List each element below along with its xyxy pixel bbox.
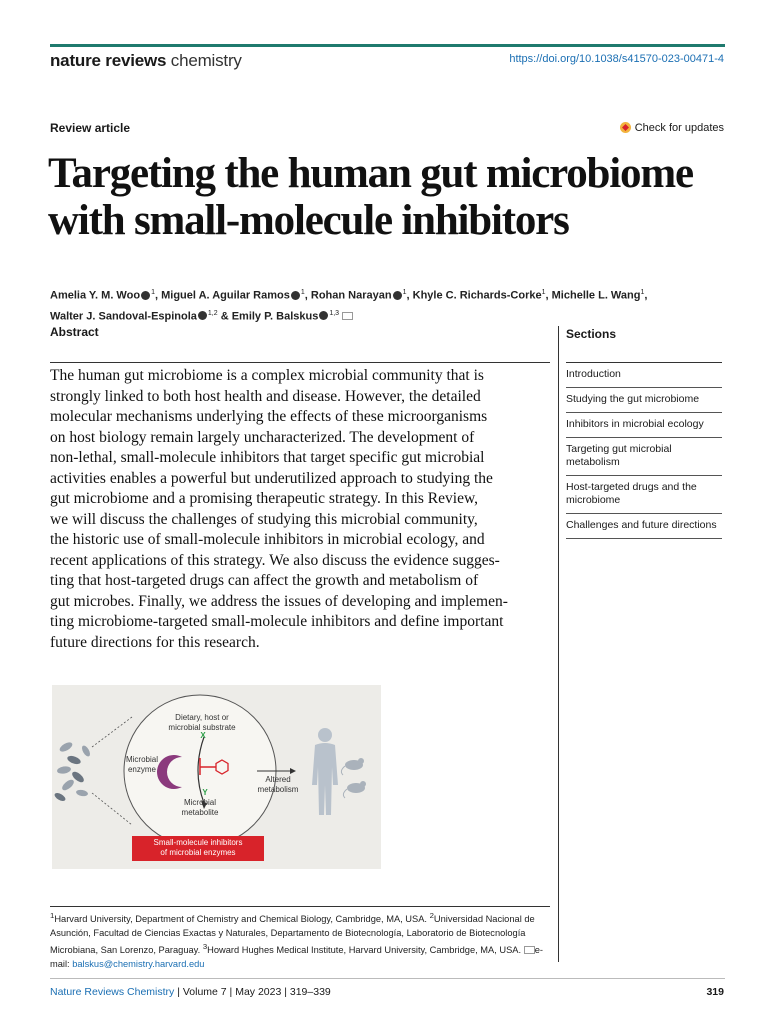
section-link-studying[interactable]: Studying the gut microbiome bbox=[566, 388, 722, 413]
orcid-icon[interactable] bbox=[319, 311, 328, 320]
section-link-inhibitors[interactable]: Inhibitors in microbial ecology bbox=[566, 413, 722, 438]
mail-icon bbox=[524, 946, 535, 954]
abstract-line: activities enables a powerful but underutilized approach to studying the bbox=[50, 469, 493, 487]
abstract-line: ting microbiome-targeted small-molecule inhibitors and define important bbox=[50, 613, 504, 630]
graphical-abstract bbox=[52, 685, 381, 869]
affiliation-marker: 1 bbox=[300, 289, 305, 296]
orcid-icon[interactable] bbox=[141, 291, 150, 300]
abstract-line: the historic use of small-molecule inhibitors in microbial ecology, and bbox=[50, 531, 485, 548]
email-label: e-mail: bbox=[50, 945, 543, 969]
article-title: Targeting the human gut microbiome with small-molecule inhibitors bbox=[48, 150, 693, 244]
author-name[interactable]: Khyle C. Richards-Corke bbox=[412, 289, 542, 302]
inhibitor-label: Small-molecule inhibitors of microbial enzymes bbox=[132, 836, 264, 861]
author-name[interactable]: Emily P. Balskus bbox=[231, 310, 319, 323]
sections-nav bbox=[566, 363, 722, 539]
footnote-rule bbox=[50, 906, 550, 907]
affiliations-footnote: $^1$Harvard University, Department of Chemistry and Chemical Biology, Cambridge, MA, USA. $^2$Universidad Nacional de Asunción, Facultad de Ciencias Exactas y Naturales, Departamento de Biotecnología, Laboratorio de Biotecnología Microbiana, San Lorenzo, Paraguay. $^3$Howard Hughes Medical Institute, Harvard University, Cambridge, MA, USA. e-mail: balskus@chemistry.harvard.edu bbox=[50, 911, 543, 969]
mouse-icon bbox=[341, 758, 366, 798]
orcid-icon[interactable] bbox=[291, 291, 300, 300]
abstract-body bbox=[50, 366, 550, 653]
orcid-icon[interactable] bbox=[393, 291, 402, 300]
abstract-line: gut microbiome and a promising therapeutic strategy. In this Review, bbox=[50, 490, 479, 507]
abstract-line: strongly linked to both host health and disease. However, the detailed bbox=[50, 387, 481, 405]
orcid-icon[interactable] bbox=[198, 311, 207, 320]
abstract-line: future directions for this research. bbox=[50, 633, 260, 651]
affiliation-2: Universidad Nacional de Asunción, Facultad de Ciencias Exactas y Naturales, Departamento de Biotecnología, Laboratorio de Biotecnología Microbiana, San Lorenzo, Paraguay. bbox=[50, 914, 535, 956]
altered-metabolism-label: Altered metabolism bbox=[257, 775, 299, 794]
enzyme-label: Microbial enzyme bbox=[125, 755, 158, 774]
author-name[interactable]: Rohan Narayan bbox=[310, 289, 392, 302]
abstract-line: molecular mechanisms underlying the effects of these microorganisms bbox=[50, 408, 488, 425]
doi-link[interactable]: https://doi.org/10.1038/s41570-023-00471-4 bbox=[509, 53, 724, 65]
bacteria-icon bbox=[53, 740, 91, 802]
page-number: 319 bbox=[706, 986, 724, 998]
sections-heading: Sections bbox=[566, 327, 617, 341]
abstract-line: gut microbes. Finally, we address the issues of developing and implemen- bbox=[50, 592, 508, 610]
affiliation-3: Howard Hughes Medical Institute, Harvard University, Cambridge, MA, USA. bbox=[207, 945, 524, 956]
check-updates-icon bbox=[619, 121, 632, 134]
abstract-line: non-lethal, small-molecule inhibitors that target specific gut microbial bbox=[50, 449, 485, 466]
mail-icon[interactable] bbox=[342, 312, 353, 320]
footer-journal-link[interactable]: Nature Reviews Chemistry bbox=[50, 986, 175, 998]
substrate-label: Dietary, host or microbial substrate bbox=[168, 713, 236, 732]
article-type: Review article bbox=[50, 121, 131, 135]
author-list: Amelia Y. M. Woo $^1$, Miguel A. Aguilar Ramos $^1$, Rohan Narayan $^1$, Khyle C. Richards-Corke$^1$, Michelle L. Wang$^1$, Walter J. Sandoval-Espinola $^{1,2}$ & Emily P. Balskus $^{1,3}$ bbox=[50, 289, 648, 323]
check-updates-button[interactable] bbox=[619, 121, 724, 134]
check-updates-label: Check for updates bbox=[634, 121, 724, 134]
author-name[interactable]: Miguel A. Aguilar Ramos bbox=[161, 289, 290, 302]
abstract-line: ting that host-targeted drugs can affect the growth and metabolism of bbox=[50, 572, 479, 589]
footer-rule bbox=[50, 978, 725, 979]
footer-issue: | Volume 7 | May 2023 | 319–339 bbox=[174, 986, 331, 998]
author-name[interactable]: Walter J. Sandoval-Espinola bbox=[50, 310, 197, 323]
metabolite-y-label: Y bbox=[202, 788, 208, 797]
section-link-host-drugs[interactable]: Host-targeted drugs and the microbiome bbox=[566, 476, 722, 514]
abstract-rule bbox=[50, 362, 550, 363]
section-link-targeting[interactable]: Targeting gut microbial metabolism bbox=[566, 438, 722, 476]
affiliation-marker: 1 bbox=[402, 289, 407, 296]
journal-name-light: chemistry bbox=[166, 51, 242, 70]
author-name[interactable]: Michelle L. Wang bbox=[551, 289, 641, 302]
abstract-line: we will discuss the challenges of studying this microbial community, bbox=[50, 510, 478, 528]
journal-name-bold: nature reviews bbox=[50, 51, 167, 70]
abstract-line: The human gut microbiome is a complex microbial community that is bbox=[50, 367, 484, 384]
section-link-challenges[interactable]: Challenges and future directions bbox=[566, 514, 722, 539]
header-rule bbox=[50, 44, 725, 47]
abstract-heading: Abstract bbox=[50, 325, 99, 339]
affiliation-marker: 1 bbox=[541, 289, 546, 296]
affiliation-marker: 1,2 bbox=[207, 309, 218, 317]
abstract-line: recent applications of this strategy. We also discuss the evidence sugges- bbox=[50, 551, 500, 569]
metabolite-label: Microbial metabolite bbox=[181, 798, 219, 817]
human-icon bbox=[312, 728, 338, 815]
footer-citation bbox=[50, 986, 331, 998]
author-name[interactable]: Amelia Y. M. Woo bbox=[50, 289, 141, 302]
abstract-line: on host biology remain largely uncharacterized. The development of bbox=[50, 428, 475, 446]
section-link-introduction[interactable]: Introduction bbox=[566, 363, 722, 388]
journal-logo[interactable] bbox=[50, 51, 242, 71]
substrate-x-label: X bbox=[200, 731, 206, 740]
affiliation-marker: 1 bbox=[640, 289, 645, 296]
affiliation-marker: 1 bbox=[151, 289, 155, 296]
email-link[interactable]: balskus@chemistry.harvard.edu bbox=[72, 958, 205, 969]
affiliation-marker: 1,3 bbox=[329, 309, 340, 317]
column-divider bbox=[558, 326, 559, 962]
affiliation-1: Harvard University, Department of Chemistry and Chemical Biology, Cambridge, MA, USA. bbox=[54, 914, 430, 925]
